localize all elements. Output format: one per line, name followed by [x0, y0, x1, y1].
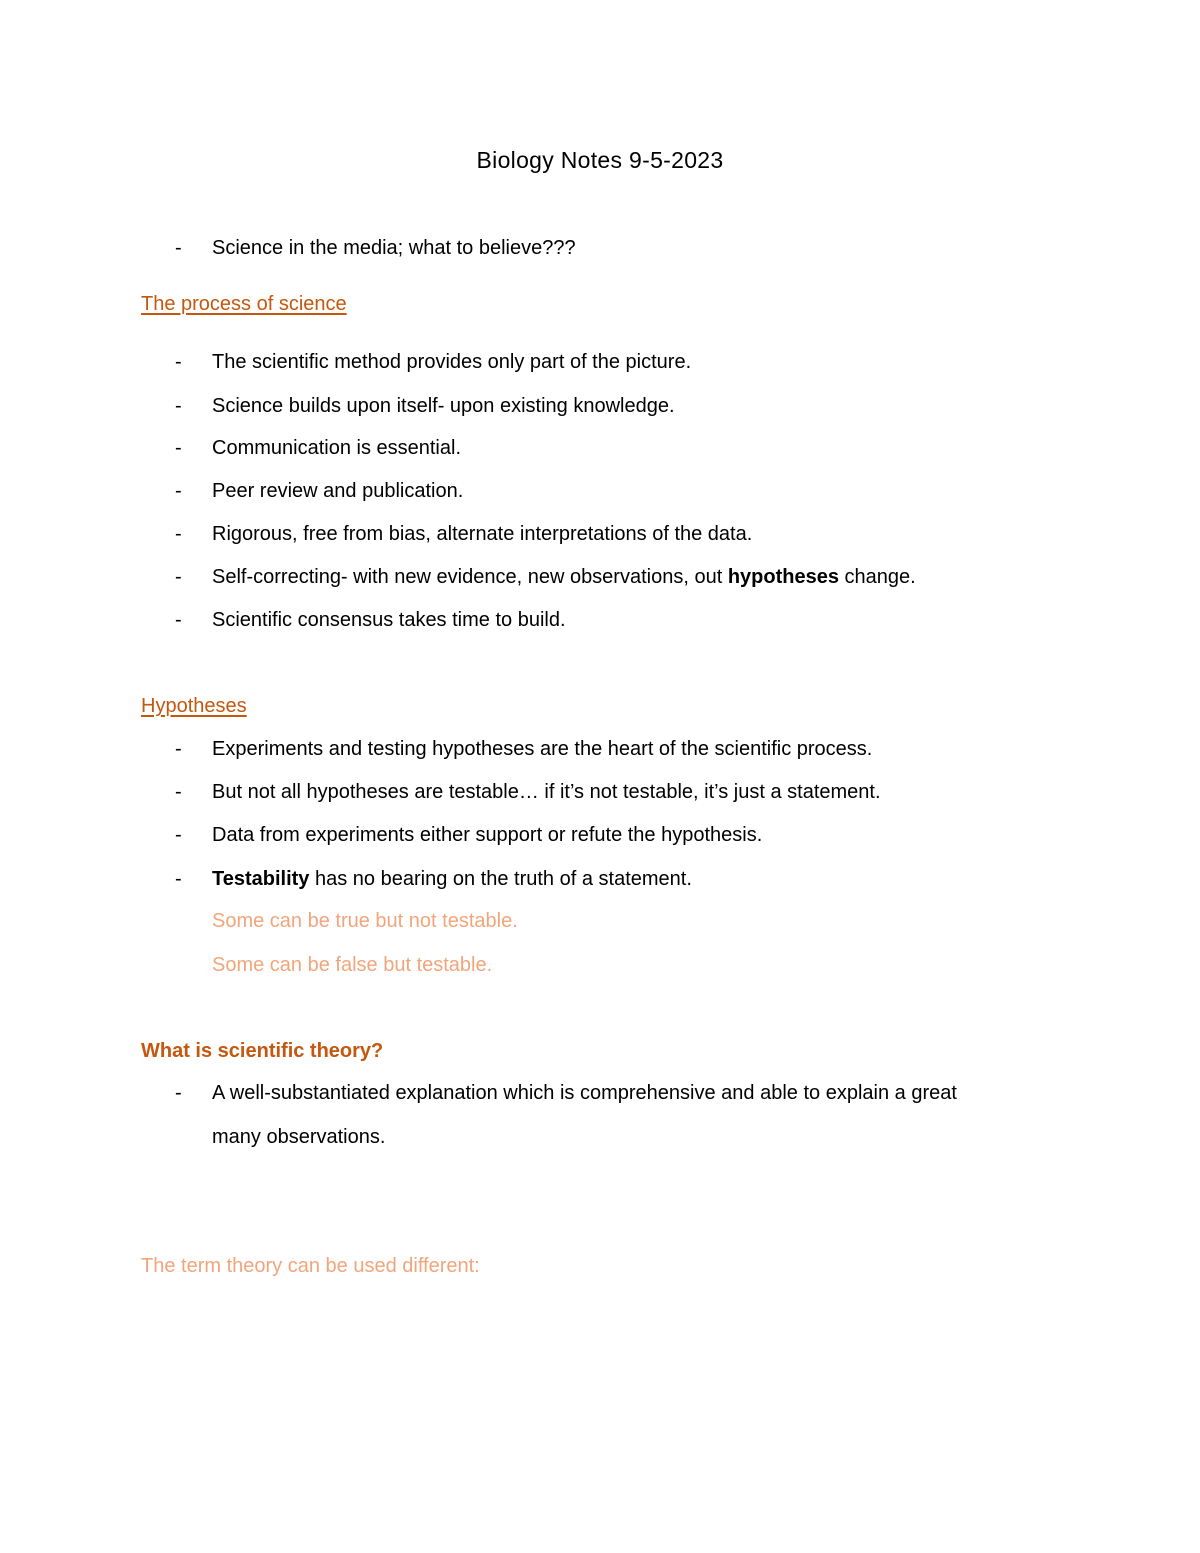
- list-item: Experiments and testing hypotheses are the heart of the scientific process.: [212, 738, 873, 760]
- bullet-dash: -: [175, 566, 182, 588]
- list-item: A well-substantiated explanation which is comprehensive and able to explain a great: [212, 1082, 957, 1104]
- page-title: Biology Notes 9-5-2023: [476, 147, 724, 173]
- list-item-text: change.: [838, 566, 916, 588]
- list-item: Rigorous, free from bias, alternate interpretations of the data.: [212, 523, 753, 545]
- bullet-dash: -: [175, 395, 182, 417]
- intro-bullet: Science in the media; what to believe???: [212, 237, 576, 259]
- section-heading-hypotheses: Hypotheses: [141, 695, 247, 717]
- bullet-dash: -: [175, 437, 182, 459]
- bullet-dash: -: [175, 781, 182, 803]
- bold-term-testability: Testability: [212, 868, 310, 890]
- list-item: Science builds upon itself- upon existing knowledge.: [212, 395, 675, 417]
- theory-usage-note: The term theory can be used different:: [141, 1255, 480, 1277]
- list-item: Data from experiments either support or refute the hypothesis.: [212, 824, 763, 846]
- bullet-dash: -: [175, 351, 182, 373]
- section-heading-scientific-theory: What is scientific theory?: [141, 1040, 384, 1062]
- list-item-text: Self-correcting- with new evidence, new observations, out: [212, 566, 728, 588]
- bullet-dash: -: [175, 609, 182, 631]
- bullet-dash: -: [175, 824, 182, 846]
- list-item: But not all hypotheses are testable… if it’s not testable, it’s just a statement.: [212, 781, 881, 803]
- list-item: Communication is essential.: [212, 437, 461, 459]
- list-item: [212, 866, 692, 892]
- bullet-dash: -: [175, 1082, 182, 1104]
- list-item: [212, 564, 916, 590]
- note-line: Some can be false but testable.: [212, 954, 493, 976]
- list-item: Scientific consensus takes time to build.: [212, 609, 566, 631]
- list-item-continuation: many observations.: [212, 1126, 386, 1148]
- bullet-dash: -: [175, 237, 182, 259]
- list-item-text: has no bearing on the truth of a statement.: [309, 868, 692, 890]
- bullet-dash: -: [175, 523, 182, 545]
- section-heading-process-of-science: The process of science: [141, 293, 347, 315]
- bullet-dash: -: [175, 738, 182, 760]
- bullet-dash: -: [175, 868, 182, 890]
- bold-term-hypotheses: hypotheses: [727, 566, 839, 588]
- list-item: The scientific method provides only part of the picture.: [212, 351, 692, 373]
- bullet-dash: -: [175, 480, 182, 502]
- note-line: Some can be true but not testable.: [212, 910, 518, 932]
- list-item: Peer review and publication.: [212, 480, 464, 502]
